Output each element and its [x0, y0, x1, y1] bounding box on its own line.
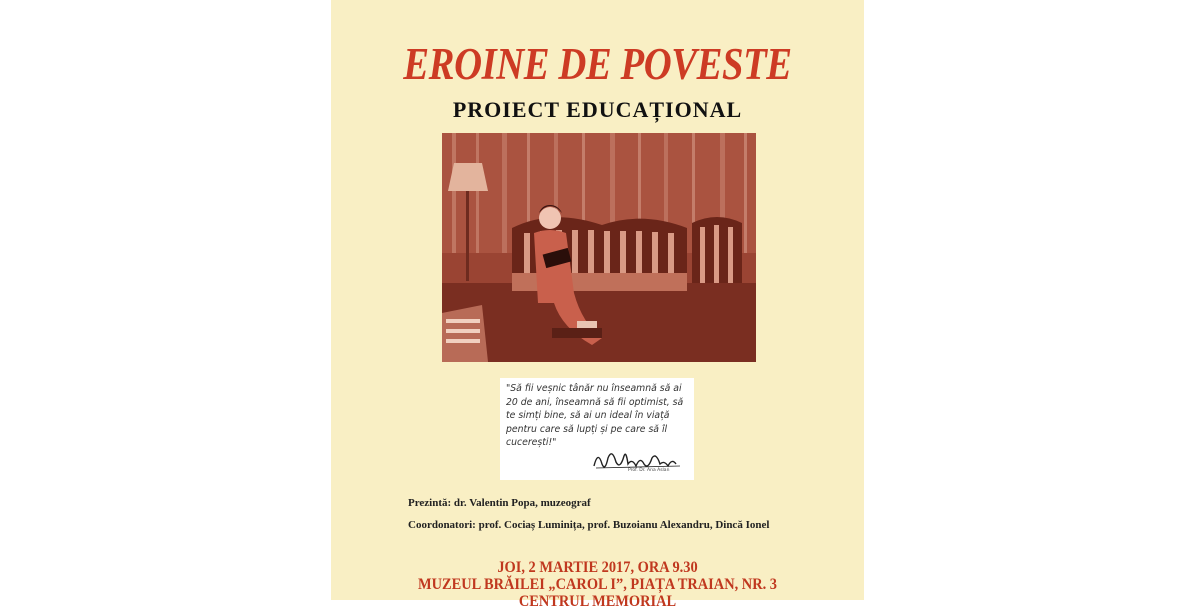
quote-text: "Să fii veșnic tânăr nu înseamnă să ai 20 de ani, înseamnă să fii optimist, să te simți bine, să ai un ideal în viață pentru care să lupți și pe care să îl cucerești!" [506, 383, 684, 449]
event-place: MUZEUL BRĂILEI „CAROL I”, PIAȚA TRAIAN, NR. 3 [417, 576, 777, 593]
poster [331, 0, 864, 610]
poster-title: EROINE DE POVESTE [403, 39, 792, 89]
coordinators-line: Coordonatori: prof. Cociaș Luminița, prof. Buzoianu Alexandru, Dincă Ionel [408, 519, 770, 531]
quote-card [500, 378, 694, 480]
signature-caption: Prof. Dr. Ana Aslan [628, 468, 670, 473]
portrait-photo [442, 133, 756, 362]
event-venue: CENTRUL MEMORIAL [518, 593, 677, 610]
signature-image [590, 444, 690, 478]
presenter-line: Prezintă: dr. Valentin Popa, muzeograf [408, 497, 591, 509]
poster-subtitle: PROIECT EDUCAȚIONAL [452, 97, 743, 122]
event-date: JOI, 2 MARTIE 2017, ORA 9.30 [497, 559, 698, 576]
